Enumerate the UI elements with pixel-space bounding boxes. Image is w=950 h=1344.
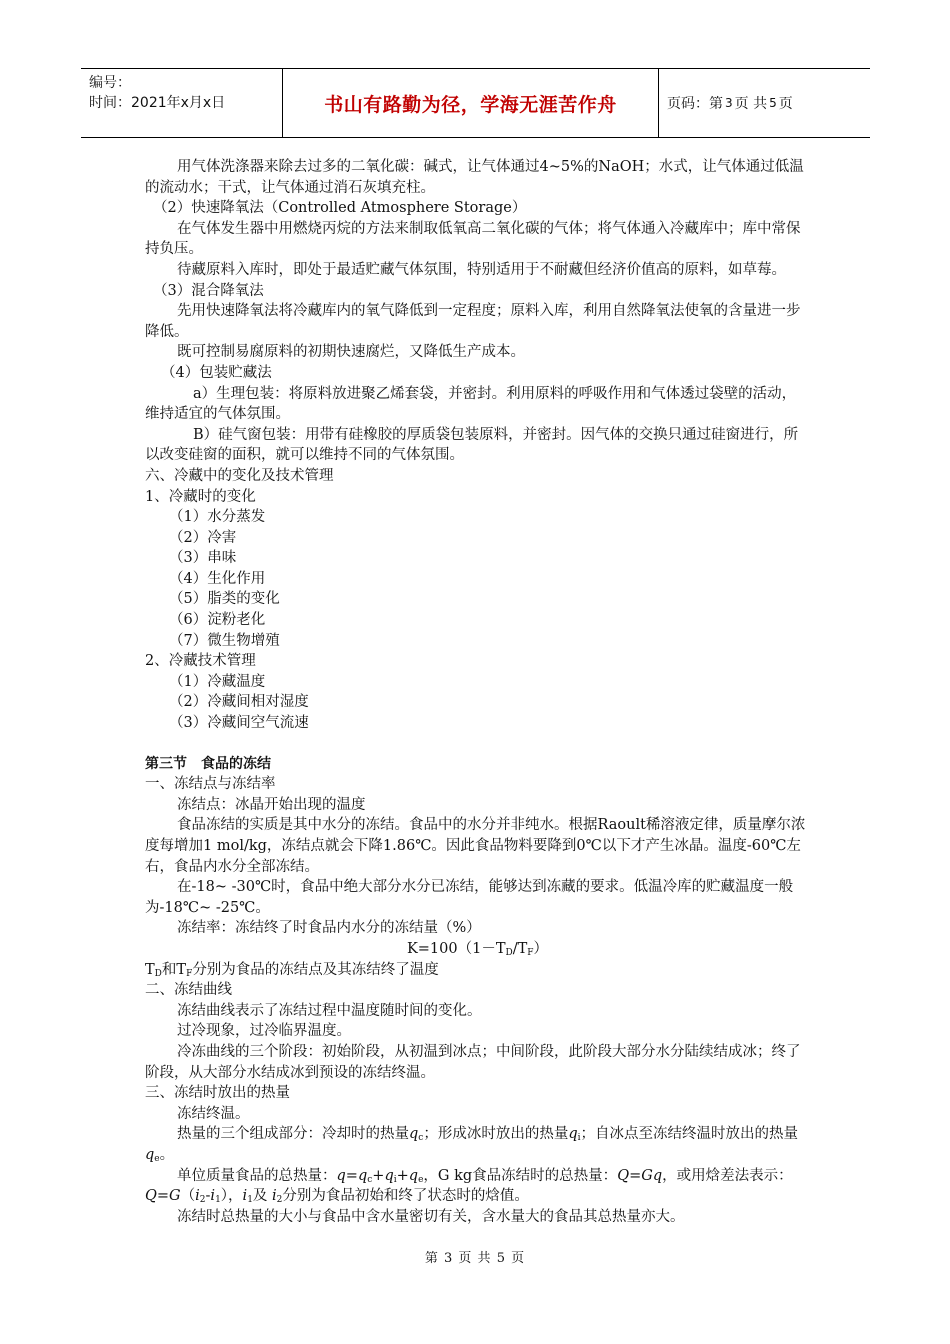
date-label: 时间：2021年x月x日 — [89, 95, 226, 111]
paragraph: 冻结率：冻结终了时食品内水分的冻结量（%） — [177, 920, 481, 937]
paragraph: 在气体发生器中用燃烧丙烷的方法来制取低氧高二氧化碳的气体；将气体通入冷藏库中；库中常保持负压。 — [145, 220, 801, 258]
chapter-heading: 第三节 食品的冻结 — [145, 755, 271, 772]
paragraph: 用气体洗涤器来除去过多的二氧化碳：碱式，让气体通过4~5%的NaOH；水式，让气体通过低温的流动水；干式，让气体通过消石灰填充柱。 — [145, 159, 804, 196]
formula: $K=100(1-T_D/T_F)$ — [406, 940, 549, 958]
paragraph: B）硅气窗包装：用带有硅橡胶的厚质袋包装原料，并密封。因气体的交换只通过硅窗进行，所以改变硅窗的面积，就可以维持不同的气体氛围。 — [145, 426, 799, 464]
paragraph: 热量的三个组成部分：冷却时的热量$q_c$；形成冰时放出的热量$q_i$；自冰点至冻结终温时放出的热量$q_e$。 — [145, 1126, 799, 1164]
paragraph: 待藏原料入库时，即处于最适贮藏气体氛围，特别适用于不耐藏但经济价值高的原料，如草莓。 — [177, 261, 786, 278]
list-item: （3）串味 — [169, 550, 237, 567]
subsection-heading: 1、冷藏时的变化 — [145, 488, 256, 505]
paragraph: 冻结曲线表示了冻结过程中温度随时间的变化。 — [177, 1002, 482, 1019]
list-item: （4）生化作用 — [169, 570, 266, 587]
page-middle: 页 共 — [734, 96, 768, 112]
paragraph: 冷冻曲线的三个阶段：初始阶段，从初温到冰点；中间阶段，此阶段大部分水分陆续结成冰；终了阶段，从大部分水结成冰到预设的冻结终温。 — [145, 1043, 801, 1081]
section-heading: 一、冻结点与冻结率 — [145, 776, 276, 793]
paragraph: 在-18~ -30℃时，食品中绝大部分水分已冻结，能够达到冻藏的要求。低温冷库的贮藏温度一般为-18℃~ -25℃。 — [145, 879, 794, 916]
page-suffix: 页 — [778, 96, 793, 112]
page-prefix: 页码：第 — [667, 96, 723, 112]
header-motto: 书山有路勤为径，学海无涯苦作舟 — [283, 69, 659, 137]
page-total: 5 — [769, 96, 777, 110]
list-item: （1）水分蒸发 — [169, 509, 266, 526]
page-current: 3 — [725, 96, 733, 110]
paragraph: 既可控制易腐原料的初期快速腐烂，又降低生产成本。 — [177, 344, 525, 361]
page-footer: 第 3 页 共 5 页 — [424, 1251, 526, 1266]
list-item: （2）冷害 — [169, 529, 237, 546]
list-item: （1）冷藏温度 — [169, 673, 266, 690]
paragraph: a）生理包装：将原料放进聚乙烯套袋，并密封。利用原料的呼吸作用和气体透过袋壁的活动，维持适宜的气体氛围。 — [145, 385, 797, 423]
paragraph: 先用快速降氧法将冷藏库内的氧气降低到一定程度；原料入库，利用自然降氧法使氧的含量进一步降低。 — [145, 303, 801, 340]
section-heading: 三、冻结时放出的热量 — [145, 1085, 290, 1102]
list-item: （7）微生物增殖 — [169, 632, 280, 649]
header-info-cell — [81, 69, 283, 137]
paragraph: 食品冻结的实质是其中水分的冻结。食品中的水分并非纯水。根据Raoult稀溶液定律，质量摩尔浓度每增加1 mol/kg，冻结点就会下降1.86℃。因此食品物料要降到0℃以下才产生冰晶。温度-60℃左右，食品内水分全部冻结。 — [145, 817, 806, 875]
document-body — [145, 157, 810, 1227]
subheading: （2）快速降氧法（Controlled Atmosphere Storage） — [153, 200, 527, 217]
paragraph: 单位质量食品的总热量：$q=q_c+q_i+q_e$，G kg食品冻结时的总热量：Q=Gq，或用焓差法表示：$Q=G(i_2-i_1)$，$i_1$及 $i_2$分别为食品初始和终了状态时的焓值。 — [145, 1167, 793, 1206]
paragraph: $T_D$和$T_F$分别为食品的冻结点及其冻结终了温度 — [145, 961, 439, 979]
paragraph: 过冷现象，过冷临界温度。 — [177, 1023, 351, 1040]
section-heading: 二、冻结曲线 — [145, 982, 232, 999]
paragraph: 冻结终温。 — [177, 1105, 250, 1122]
number-label: 编号： — [89, 75, 131, 91]
subheading: （4）包装贮藏法 — [161, 364, 272, 381]
section-heading: 六、冷藏中的变化及技术管理 — [145, 467, 334, 484]
header-page-number — [659, 69, 878, 137]
header-table — [81, 68, 870, 138]
subheading: （3）混合降氧法 — [153, 282, 264, 299]
list-item: （5）脂类的变化 — [169, 591, 280, 608]
list-item: （3）冷藏间空气流速 — [169, 715, 309, 732]
paragraph: 冻结时总热量的大小与食品中含水量密切有关，含水量大的食品其总热量亦大。 — [177, 1208, 685, 1225]
list-item: （2）冷藏间相对湿度 — [169, 694, 309, 711]
subsection-heading: 2、冷藏技术管理 — [145, 653, 256, 670]
paragraph: 冻结点：冰晶开始出现的温度 — [177, 796, 366, 813]
list-item: （6）淀粉老化 — [169, 612, 266, 629]
